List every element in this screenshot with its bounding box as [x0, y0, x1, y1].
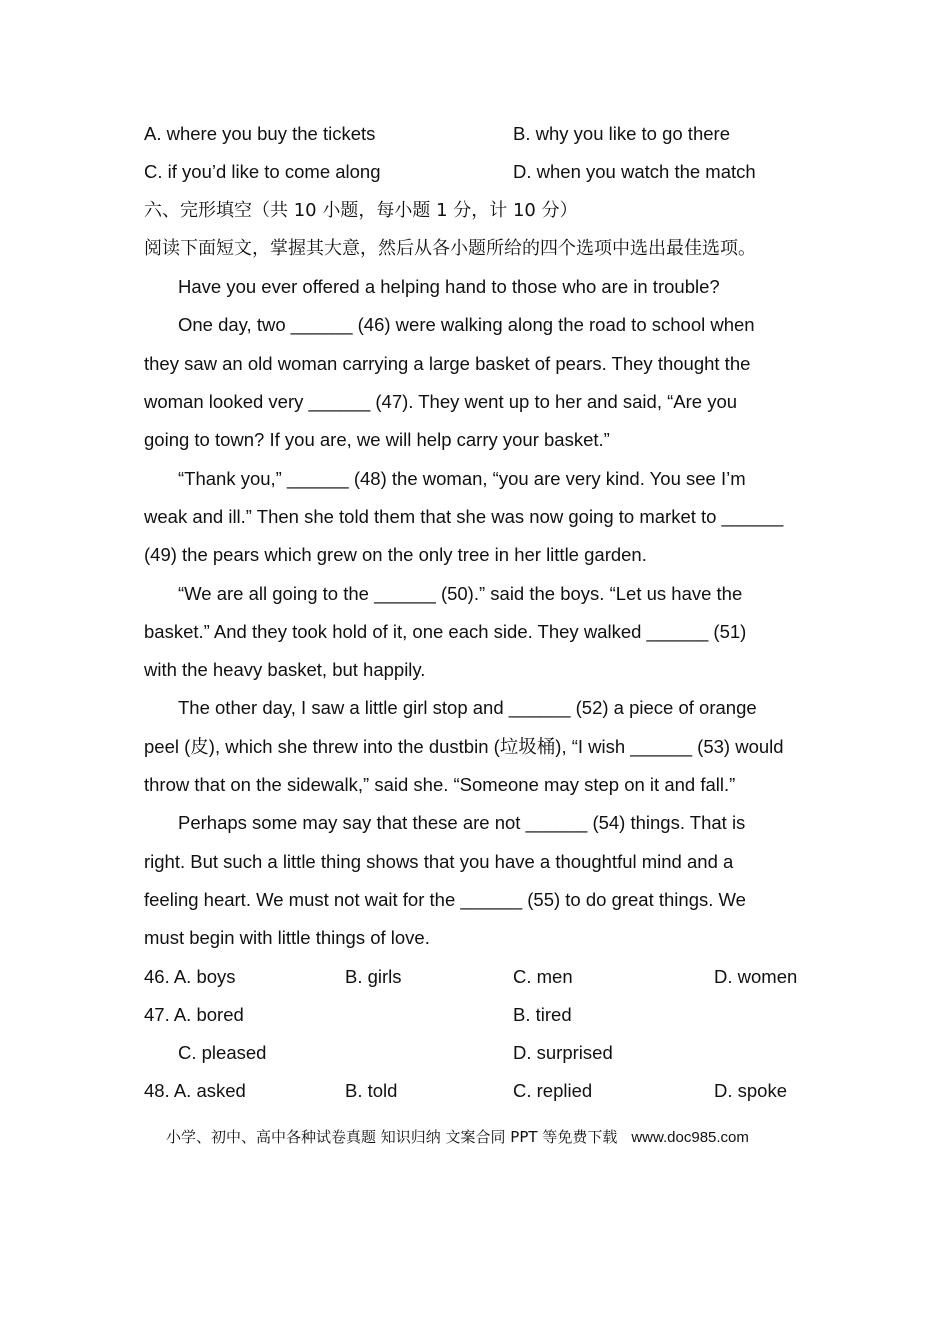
option-d-prev: D. when you watch the match — [513, 161, 756, 182]
q46-option-d: D. women — [714, 966, 798, 987]
passage-line: One day, two ______ (46) were walking along the road to school when — [178, 314, 755, 335]
passage-line: feeling heart. We must not wait for the ______ (55) to do great things. We — [144, 889, 746, 910]
q48-option-c: C. replied — [513, 1080, 593, 1101]
passage-line: throw that on the sidewalk,” said she. “Someone may step on it and fall.” — [144, 774, 736, 795]
passage-line: going to town? If you are, we will help carry your basket.” — [144, 429, 610, 450]
q47-option-b: B. tired — [513, 1004, 572, 1025]
option-b-prev: B. why you like to go there — [513, 123, 730, 144]
option-a-prev: A. where you buy the tickets — [144, 123, 376, 144]
passage-line: must begin with little things of love. — [144, 927, 430, 948]
passage-line: The other day, I saw a little girl stop and ______ (52) a piece of orange — [178, 697, 757, 718]
passage-line: weak and ill.” Then she told them that she was now going to market to ______ — [144, 506, 784, 527]
passage-line: Perhaps some may say that these are not ______ (54) things. That is — [178, 812, 746, 833]
q46-option-b: B. girls — [345, 966, 402, 987]
footer-text: 小学、初中、高中各种试卷真题 知识归纳 文案合同 PPT 等免费下载 — [166, 1128, 618, 1146]
passage-line: they saw an old woman carrying a large basket of pears. They thought the — [144, 353, 751, 374]
passage-line: “Thank you,” ______ (48) the woman, “you are very kind. You see I’m — [178, 468, 746, 489]
passage-line: (49) the pears which grew on the only tree in her little garden. — [144, 544, 647, 565]
passage-line: basket.” And they took hold of it, one each side. They walked ______ (51) — [144, 621, 747, 642]
q46-option-c: C. men — [513, 966, 573, 987]
section-heading: 六、完形填空（共 10 小题，每小题 1 分，计 10 分） — [144, 200, 578, 221]
passage-line: with the heavy basket, but happily. — [144, 659, 426, 680]
q47-option-d: D. surprised — [513, 1042, 613, 1063]
passage-line: “We are all going to the ______ (50).” said the boys. “Let us have the — [178, 583, 743, 604]
passage-line: Have you ever offered a helping hand to those who are in trouble? — [178, 276, 720, 297]
footer-url[interactable]: www.doc985.com — [631, 1129, 749, 1146]
passage-line: woman looked very ______ (47). They went up to her and said, “Are you — [144, 391, 738, 412]
q46-option-a: 46. A. boys — [144, 966, 236, 987]
q47-option-c: C. pleased — [178, 1042, 267, 1063]
passage-line: right. But such a little thing shows that you have a thoughtful mind and a — [144, 851, 734, 872]
q48-option-a: 48. A. asked — [144, 1080, 246, 1101]
section-instruction: 阅读下面短文，掌握其大意，然后从各小题所给的四个选项中选出最佳选项。 — [144, 238, 756, 259]
q47-option-a: 47. A. bored — [144, 1004, 244, 1025]
q48-option-d: D. spoke — [714, 1080, 788, 1101]
page-footer — [166, 1127, 749, 1148]
passage-line: peel (皮), which she threw into the dustbin (垃圾桶), “I wish ______ (53) would — [144, 736, 784, 757]
option-c-prev: C. if you’d like to come along — [144, 161, 381, 182]
q48-option-b: B. told — [345, 1080, 398, 1101]
